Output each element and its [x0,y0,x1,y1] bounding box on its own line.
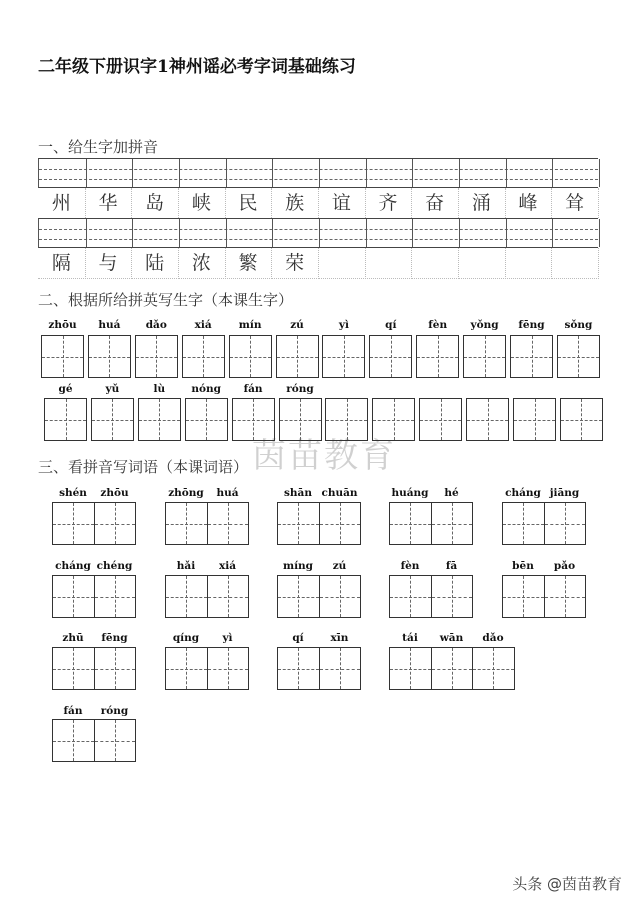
guide-line [115,648,116,689]
tianzige-box[interactable] [165,502,208,545]
character-cell: 谊 [318,188,366,218]
pinyin-label: hǎi [176,560,196,572]
tianzige-box[interactable] [182,335,225,378]
pinyin-label: xīn [330,632,349,644]
pinyin-cell[interactable] [179,159,227,187]
pinyin-cell[interactable] [226,159,274,187]
guide-line [228,648,229,689]
tianzige-box[interactable] [41,335,84,378]
tianzige-box[interactable] [138,398,181,441]
tianzige-box[interactable] [502,575,545,618]
pinyin-label: yì [222,632,233,644]
tianzige-box[interactable] [165,575,208,618]
tianzige-box[interactable] [185,398,228,441]
watermark: 茵苗教育 [252,436,396,476]
tianzige-box[interactable] [52,647,95,690]
tianzige-box[interactable] [389,502,432,545]
tianzige-box[interactable] [431,575,474,618]
guide-line [344,336,345,377]
tianzige-box[interactable] [94,502,137,545]
character-cell: 齐 [365,188,413,218]
tianzige-box[interactable] [322,335,365,378]
guide-line [532,336,533,377]
tianzige-box[interactable] [416,335,459,378]
guide-line [340,503,341,544]
pinyin-cell[interactable] [459,219,507,247]
character-cell: 繁 [225,248,273,279]
guide-line [253,399,254,440]
tianzige-box[interactable] [319,647,362,690]
tianzige-box[interactable] [52,719,95,762]
pinyin-label: lù [153,383,166,395]
guide-line [452,648,453,689]
tianzige-box[interactable] [207,647,250,690]
guide-line [112,399,113,440]
pinyin-label: fēng [518,319,545,331]
guide-line [347,399,348,440]
tianzige-box[interactable] [135,335,178,378]
pinyin-label: fán [243,383,263,395]
pinyin-label: bēn [512,560,534,572]
guide-line [488,399,489,440]
pinyin-label: mín [238,319,262,331]
tianzige-box[interactable] [88,335,131,378]
pinyin-label: dǎo [482,632,504,644]
guide-line [340,576,341,617]
pinyin-cell[interactable] [86,159,134,187]
tianzige-box[interactable] [52,575,95,618]
guide-line [115,576,116,617]
tianzige-box[interactable] [466,398,509,441]
pinyin-label: fēng [101,632,128,644]
character-cell: 荣 [271,248,319,279]
pinyin-cell[interactable] [459,159,507,187]
guide-line [565,576,566,617]
pinyin-label: tái [402,632,418,644]
guide-line [115,720,116,761]
pinyin-label: zhōu [48,319,77,331]
pinyin-cell[interactable] [412,159,460,187]
guide-line [340,648,341,689]
pinyin-cell[interactable] [366,159,414,187]
pinyin-label: jiāng [549,487,580,499]
tianzige-box[interactable] [319,502,362,545]
guide-line [250,336,251,377]
guide-line [206,399,207,440]
tianzige-box[interactable] [560,398,603,441]
pinyin-label: zhōng [168,487,204,499]
pinyin-cell[interactable] [506,219,554,247]
pinyin-label: chuān [321,487,358,499]
guide-line [565,503,566,544]
pinyin-label: fā [445,560,458,572]
pinyin-cell[interactable] [272,219,320,247]
tianzige-box[interactable] [207,502,250,545]
pinyin-cell[interactable] [226,219,274,247]
pinyin-label: qíng [172,632,200,644]
guide-line [73,576,74,617]
tianzige-box[interactable] [544,502,587,545]
pinyin-label: pǎo [553,560,576,572]
character-cell: 峡 [178,188,226,218]
tianzige-box[interactable] [277,502,320,545]
pinyin-label: huáng [391,487,429,499]
guide-line [109,336,110,377]
tianzige-box[interactable] [325,398,368,441]
pinyin-label: fán [63,705,83,717]
tianzige-box[interactable] [369,335,412,378]
tianzige-box[interactable] [276,335,319,378]
pinyin-label: xiá [218,560,237,572]
tianzige-box[interactable] [502,502,545,545]
guide-line [73,720,74,761]
character-cell [505,248,553,279]
pinyin-label: zú [332,560,347,572]
tianzige-box[interactable] [544,575,587,618]
guide-line [523,503,524,544]
pinyin-label: róng [286,383,314,395]
guide-line [581,399,582,440]
pinyin-writing-row[interactable] [38,218,598,248]
tianzige-box[interactable] [91,398,134,441]
footer-credit: 头条 @茵苗教育 [512,875,622,893]
guide-line [186,576,187,617]
guide-line [300,399,301,440]
pinyin-label: míng [282,560,314,572]
pinyin-label: róng [100,705,129,717]
guide-line [523,576,524,617]
guide-line [391,336,392,377]
tianzige-box[interactable] [229,335,272,378]
tianzige-box[interactable] [279,398,322,441]
pinyin-writing-row[interactable] [38,158,598,188]
pinyin-label: yǔ [105,383,120,395]
pinyin-label: wān [439,632,464,644]
pinyin-label: fèn [428,319,448,331]
pinyin-cell[interactable] [86,219,134,247]
guide-line [493,648,494,689]
pinyin-label: sǒng [564,319,593,331]
tianzige-box[interactable] [510,335,553,378]
guide-line [115,503,116,544]
pinyin-label: xiá [194,319,212,331]
pinyin-label: dǎo [145,319,167,331]
pinyin-cell[interactable] [179,219,227,247]
pinyin-cell[interactable] [506,159,554,187]
guide-line [438,336,439,377]
tianzige-box[interactable] [207,575,250,618]
character-cell: 华 [85,188,133,218]
tianzige-box[interactable] [372,398,415,441]
pinyin-cell[interactable] [552,159,600,187]
pinyin-label: cháng [505,487,541,499]
pinyin-label: qí [292,632,304,644]
pinyin-label: zhōu [100,487,129,499]
page-title: 二年级下册识字1神州谣必考字词基础练习 [38,57,356,77]
guide-line [394,399,395,440]
tianzige-box[interactable] [277,647,320,690]
character-cell: 岛 [131,188,179,218]
tianzige-box[interactable] [165,647,208,690]
character-cell [318,248,366,279]
pinyin-label: zú [290,319,304,331]
pinyin-cell[interactable] [319,219,367,247]
character-cell: 浓 [178,248,226,279]
tianzige-box[interactable] [52,502,95,545]
tianzige-box[interactable] [431,502,474,545]
guide-line [452,576,453,617]
pinyin-cell[interactable] [412,219,460,247]
pinyin-cell[interactable] [132,219,180,247]
tianzige-box[interactable] [94,647,137,690]
guide-line [452,503,453,544]
guide-line [73,503,74,544]
tianzige-box[interactable] [389,575,432,618]
guide-line [203,336,204,377]
pinyin-cell[interactable] [366,219,414,247]
guide-line [228,503,229,544]
guide-line [298,576,299,617]
guide-line [159,399,160,440]
tianzige-box[interactable] [557,335,600,378]
pinyin-cell[interactable] [39,159,87,187]
pinyin-label: nóng [191,383,221,395]
pinyin-label: huá [98,319,121,331]
pinyin-label: qí [385,319,397,331]
pinyin-cell[interactable] [132,159,180,187]
guide-line [298,648,299,689]
guide-line [228,576,229,617]
guide-line [410,503,411,544]
section2-heading: 二、根据所给拼英写生字（本课生字） [38,291,294,309]
character-cell [365,248,413,279]
guide-line [66,399,67,440]
pinyin-cell[interactable] [319,159,367,187]
guide-line [410,648,411,689]
character-cell: 陆 [131,248,179,279]
character-cell: 族 [271,188,319,218]
character-cell: 与 [85,248,133,279]
tianzige-box[interactable] [277,575,320,618]
character-cell: 奋 [411,188,459,218]
pinyin-label: hé [444,487,459,499]
guide-line [156,336,157,377]
pinyin-label: chéng [96,560,133,572]
guide-line [297,336,298,377]
character-cell: 峰 [505,188,553,218]
pinyin-cell[interactable] [39,219,87,247]
tianzige-box[interactable] [319,575,362,618]
character-cell: 民 [225,188,273,218]
pinyin-label: shén [59,487,87,499]
pinyin-label: huá [216,487,239,499]
character-cell: 隔 [38,248,86,279]
section3-heading: 三、看拼音写词语（本课词语） [38,458,249,476]
tianzige-box[interactable] [44,398,87,441]
section1-heading: 一、给生字加拼音 [38,138,159,156]
guide-line [578,336,579,377]
character-cell: 耸 [551,188,599,218]
tianzige-box[interactable] [389,647,432,690]
pinyin-label: shān [284,487,312,499]
pinyin-label: cháng [55,560,91,572]
pinyin-label: yǒng [470,319,499,331]
tianzige-box[interactable] [419,398,462,441]
tianzige-box[interactable] [431,647,474,690]
pinyin-cell[interactable] [552,219,600,247]
character-cell [458,248,506,279]
guide-line [441,399,442,440]
tianzige-box[interactable] [472,647,515,690]
tianzige-box[interactable] [513,398,556,441]
guide-line [186,503,187,544]
tianzige-box[interactable] [94,575,137,618]
guide-line [73,648,74,689]
guide-line [298,503,299,544]
guide-line [186,648,187,689]
character-cell [411,248,459,279]
tianzige-box[interactable] [463,335,506,378]
pinyin-label: yì [338,319,349,331]
guide-line [410,576,411,617]
tianzige-box[interactable] [232,398,275,441]
guide-line [63,336,64,377]
tianzige-box[interactable] [94,719,137,762]
character-cell: 州 [38,188,86,218]
pinyin-label: zhū [62,632,84,644]
character-cell: 涌 [458,188,506,218]
pinyin-label: fèn [400,560,420,572]
guide-line [485,336,486,377]
pinyin-label: gé [58,383,73,395]
pinyin-cell[interactable] [272,159,320,187]
character-cell [551,248,599,279]
guide-line [535,399,536,440]
